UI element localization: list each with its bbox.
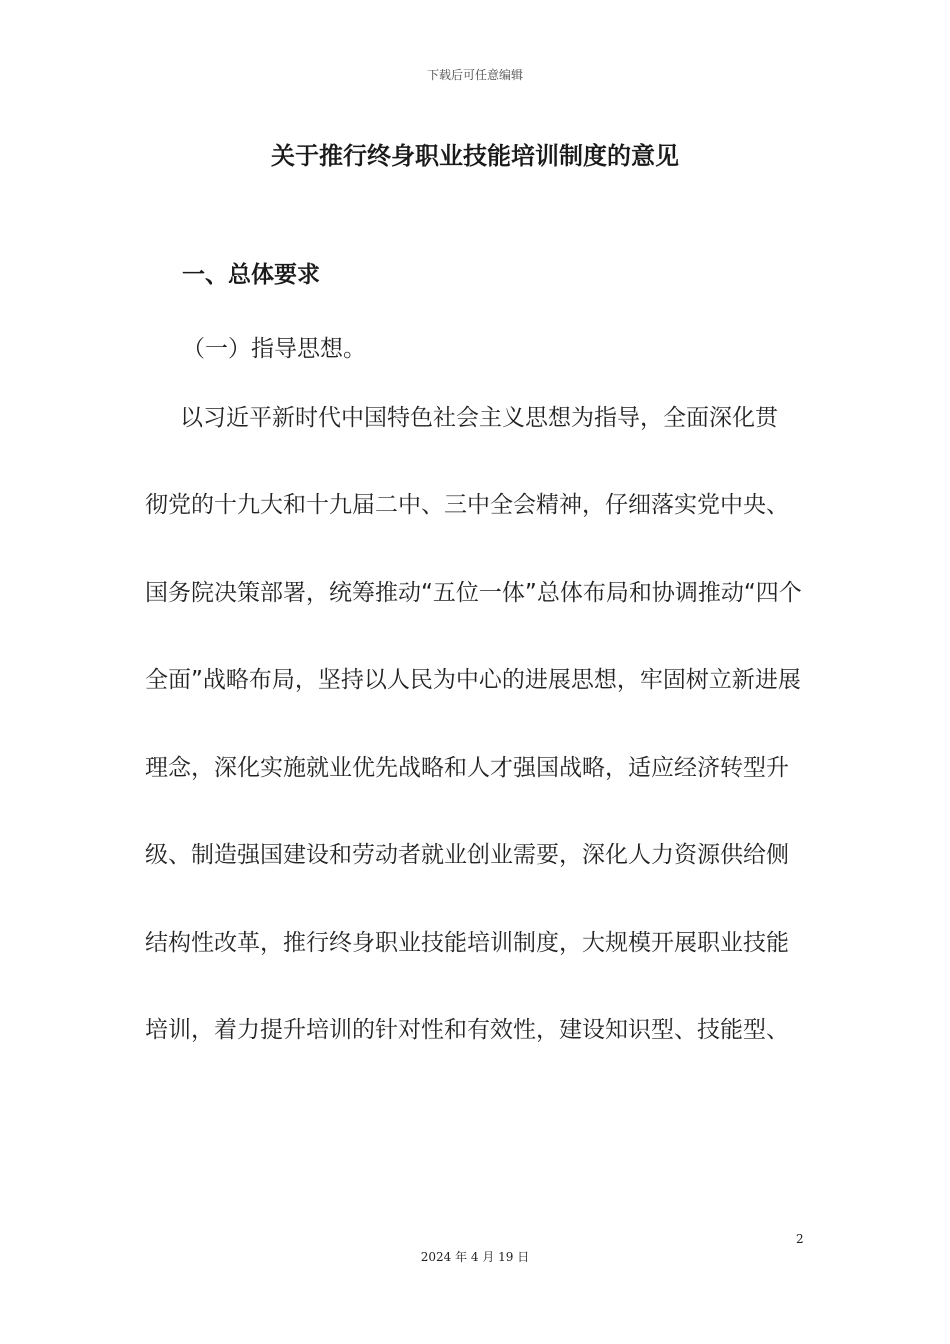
subsection-heading: （一）指导思想。 bbox=[182, 336, 366, 362]
body-line: 彻党的十九大和十九届二中、三中全会精神，仔细落实党中央、 bbox=[145, 492, 789, 518]
header-note: 下载后可任意编辑 bbox=[426, 68, 523, 82]
body-line: 理念，深化实施就业优先战略和人才强国战略，适应经济转型升 bbox=[145, 755, 789, 781]
body-line: 结构性改革，推行终身职业技能培训制度，大规模开展职业技能 bbox=[145, 930, 789, 956]
body-line: 国务院决策部署，统筹推动“五位一体”总体布局和协调推动“四个 bbox=[145, 580, 802, 606]
body-line: 级、制造强国建设和劳动者就业创业需要，深化人力资源供给侧 bbox=[145, 842, 789, 868]
page-number: 2 bbox=[796, 1232, 804, 1246]
footer-date: 2024 年 4 月 19 日 bbox=[420, 1250, 530, 1264]
body-line: 以习近平新时代中国特色社会主义思想为指导，全面深化贯 bbox=[180, 405, 778, 431]
document-title: 关于推行终身职业技能培训制度的意见 bbox=[271, 142, 679, 170]
section-heading: 一、总体要求 bbox=[182, 262, 320, 288]
body-line: 培训，着力提升培训的针对性和有效性，建设知识型、技能型、 bbox=[145, 1017, 789, 1043]
body-line: 全面”战略布局，坚持以人民为中心的进展思想，牢固树立新进展 bbox=[145, 667, 801, 693]
